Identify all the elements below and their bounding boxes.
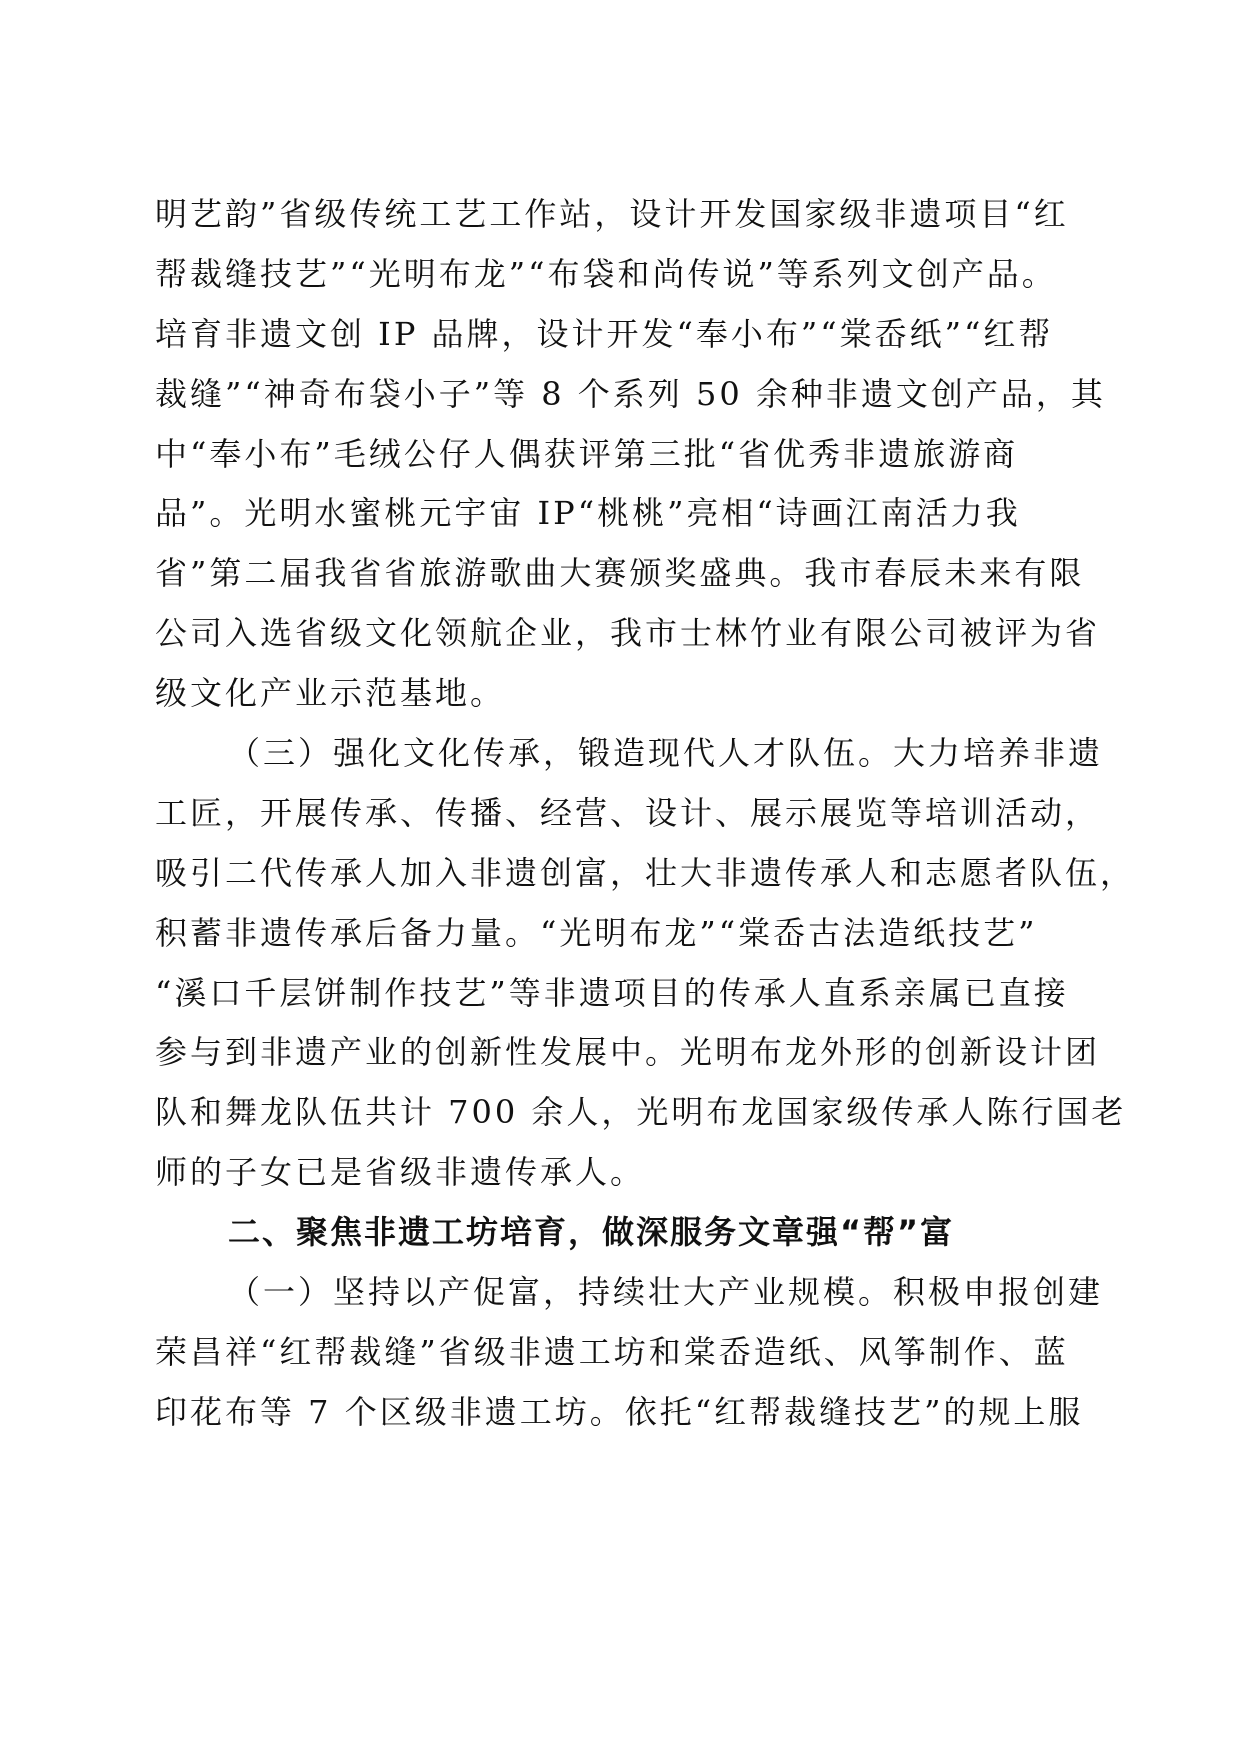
- paragraph-first-line: （一）坚持以产促富，持续壮大产业规模。积极申报创建: [228, 1273, 1104, 1312]
- section-heading: 二、聚焦非遗工坊培育，做深服务文章强“帮”富: [228, 1213, 955, 1252]
- text-line: 级文化产业示范基地。: [155, 674, 506, 713]
- text-line: 裁缝”“神奇布袋小子”等 8 个系列 50 余种非遗文创产品，其: [155, 374, 1106, 413]
- paragraph-first-line: （三）强化文化传承，锻造现代人才队伍。大力培养非遗: [228, 734, 1104, 773]
- text-line: 师的子女已是省级非遗传承人。: [155, 1153, 646, 1192]
- text-line: 公司入选省级文化领航企业，我市士林竹业有限公司被评为省: [155, 614, 1101, 653]
- text-line: 工匠，开展传承、传播、经营、设计、展示展览等培训活动，: [155, 793, 1101, 832]
- text-line: 队和舞龙队伍共计 700 余人，光明布龙国家级传承人陈行国老: [155, 1093, 1127, 1132]
- text-line: 参与到非遗产业的创新性发展中。光明布龙外形的创新设计团: [155, 1033, 1101, 1072]
- text-line: 积蓄非遗传承后备力量。“光明布龙”“棠岙古法造纸技艺”: [155, 913, 1038, 952]
- text-line: 中“奉小布”毛绒公仔人偶获评第三批“省优秀非遗旅游商: [155, 434, 1019, 473]
- text-line: 吸引二代传承人加入非遗创富，壮大非遗传承人和志愿者队伍，: [155, 853, 1136, 892]
- text-line: 省”第二届我省省旅游歌曲大赛颁奖盛典。我市春辰未来有限: [155, 554, 1085, 593]
- text-line: 明艺韵”省级传统工艺工作站，设计开发国家级非遗项目“红: [155, 195, 1069, 233]
- text-line: “溪口千层饼制作技艺”等非遗项目的传承人直系亲属已直接: [155, 973, 1069, 1012]
- text-line: 荣昌祥“红帮裁缝”省级非遗工坊和棠岙造纸、风筝制作、蓝: [155, 1332, 1069, 1371]
- text-line: 品”。光明水蜜桃元宇宙 IP“桃桃”亮相“诗画江南活力我: [155, 494, 1021, 533]
- text-line: 印花布等 7 个区级非遗工坊。依托“红帮裁缝技艺”的规上服: [155, 1392, 1084, 1431]
- document-body: [155, 186, 1136, 1444]
- text-line: 培育非遗文创 IP 品牌，设计开发“奉小布”“棠岙纸”“红帮: [155, 314, 1054, 353]
- text-line: 帮裁缝技艺”“光明布龙”“布袋和尚传说”等系列文创产品。: [155, 254, 1057, 293]
